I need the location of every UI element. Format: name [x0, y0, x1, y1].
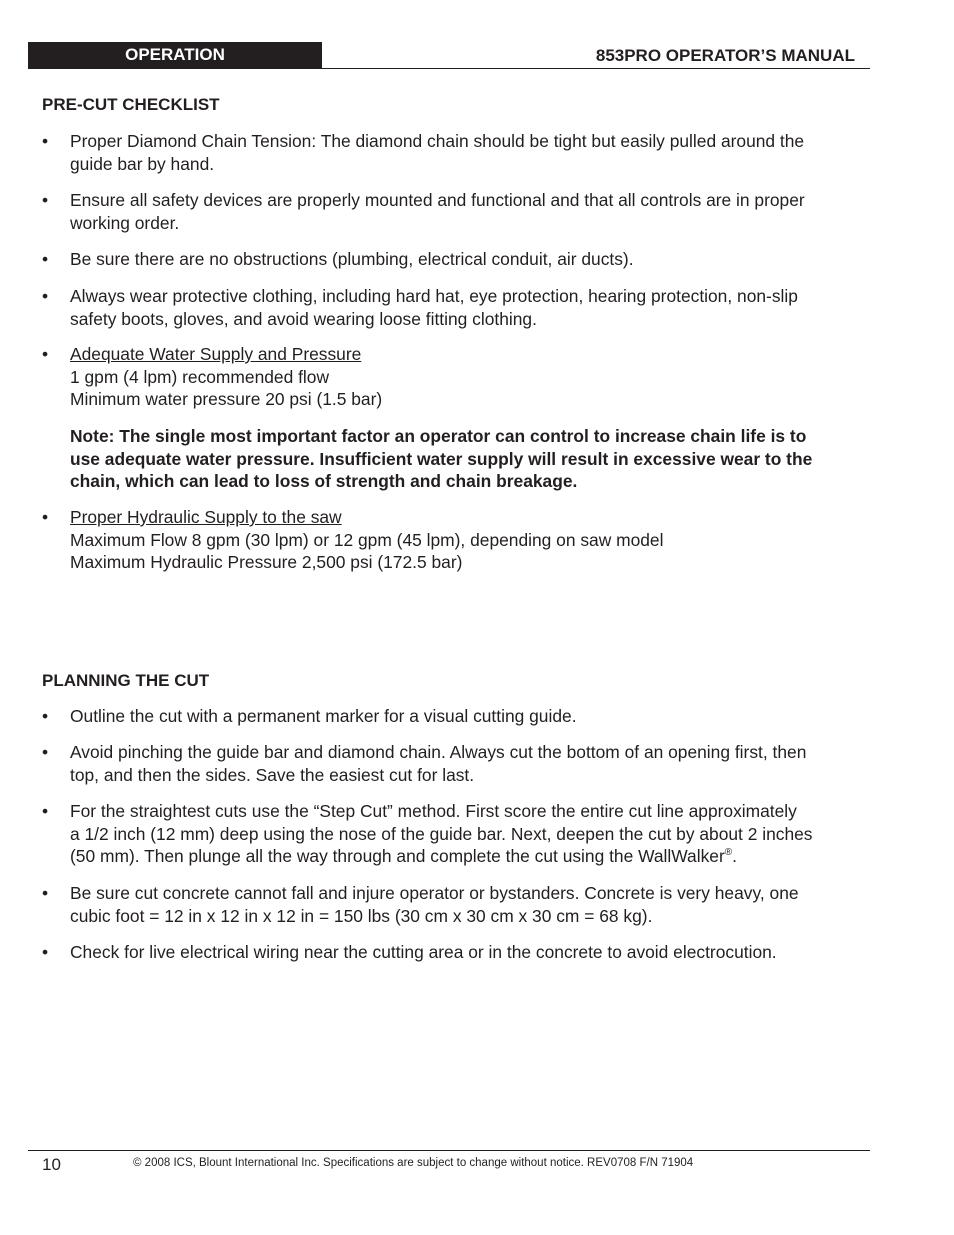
item-text: Check for live electrical wiring near the cutting area or in the concrete to avoid electrocution. [70, 942, 777, 962]
page-number: 10 [42, 1155, 61, 1174]
note-text: chain, which can lead to loss of strength and chain breakage. [70, 471, 578, 491]
header-rule [322, 68, 870, 69]
item-text: Ensure all safety devices are properly mounted and functional and that all controls are in proper [70, 190, 805, 210]
bullet: • [42, 507, 49, 527]
list-item [42, 130, 877, 175]
hydraulic-supply-title: Proper Hydraulic Supply to the saw [70, 507, 342, 527]
item-text: safety boots, gloves, and avoid wearing loose fitting clothing. [70, 308, 537, 329]
list-item [42, 882, 877, 927]
manual-title: 853PRO OPERATOR’S MANUAL [595, 46, 855, 65]
bullet: • [42, 706, 49, 726]
water-pressure-note [70, 425, 878, 493]
item-text: cubic foot = 12 in x 12 in x 12 in = 150 lbs (30 cm x 30 cm x 30 cm = 68 kg). [70, 905, 653, 926]
note-text: use adequate water pressure. Insufficient water supply will result in excessive wear to the [70, 448, 813, 469]
list-item-water-supply [42, 343, 877, 411]
bullet: • [42, 942, 49, 962]
footer-rule [28, 1150, 870, 1151]
bullet: • [42, 801, 49, 821]
item-text: 1 gpm (4 lpm) recommended flow [70, 366, 330, 387]
item-text: For the straightest cuts use the “Step Cut” method. First score the entire cut line approximately [70, 801, 797, 821]
item-text [70, 845, 877, 868]
item-text-part: (50 mm). Then plunge all the way through and complete the cut using the WallWalker [70, 846, 725, 866]
item-text: top, and then the sides. Save the easiest cut for last. [70, 764, 475, 785]
item-text: Maximum Hydraulic Pressure 2,500 psi (172.5 bar) [70, 552, 463, 572]
list-item [42, 941, 877, 964]
list-item [42, 248, 877, 271]
bullet: • [42, 286, 49, 306]
precut-heading: PRE-CUT CHECKLIST [42, 95, 220, 114]
item-text: Maximum Flow 8 gpm (30 lpm) or 12 gpm (45 lpm), depending on saw model [70, 529, 664, 550]
list-item [42, 705, 877, 728]
copyright-notice: © 2008 ICS, Blount International Inc. Specifications are subject to change without notice. REV0708 F/N 71904 [133, 1157, 694, 1169]
item-text: Minimum water pressure 20 psi (1.5 bar) [70, 389, 383, 409]
item-text: Outline the cut with a permanent marker for a visual cutting guide. [70, 706, 577, 726]
item-text: Always wear protective clothing, including hard hat, eye protection, hearing protection, non-slip [70, 286, 798, 306]
list-item-hydraulic-supply [42, 506, 877, 574]
bullet: • [42, 883, 49, 903]
bullet: • [42, 344, 49, 364]
list-item [42, 741, 877, 786]
planning-heading: PLANNING THE CUT [42, 671, 210, 690]
bullet: • [42, 742, 49, 762]
registered-mark: ® [724, 847, 733, 859]
item-text: Proper Diamond Chain Tension: The diamond chain should be tight but easily pulled around the [70, 131, 805, 151]
item-text: working order. [70, 212, 180, 233]
item-text: a 1/2 inch (12 mm) deep using the nose of the guide bar. Next, deepen the cut by about 2 inches [70, 823, 813, 844]
list-item [42, 189, 877, 234]
bullet: • [42, 190, 49, 210]
list-item [42, 285, 877, 330]
bullet: • [42, 131, 49, 151]
bullet: • [42, 249, 49, 269]
water-supply-title: Adequate Water Supply and Pressure [70, 344, 362, 364]
item-text: Avoid pinching the guide bar and diamond chain. Always cut the bottom of an opening first, then [70, 742, 807, 762]
item-text: Be sure cut concrete cannot fall and injure operator or bystanders. Concrete is very heavy, one [70, 883, 799, 903]
item-text: Be sure there are no obstructions (plumbing, electrical conduit, air ducts). [70, 249, 634, 269]
note-text: Note: The single most important factor an operator can control to increase chain life is to [70, 426, 807, 446]
item-text-part: . [732, 846, 737, 866]
list-item [42, 800, 877, 868]
item-text: guide bar by hand. [70, 153, 215, 174]
section-title: OPERATION [125, 45, 225, 64]
